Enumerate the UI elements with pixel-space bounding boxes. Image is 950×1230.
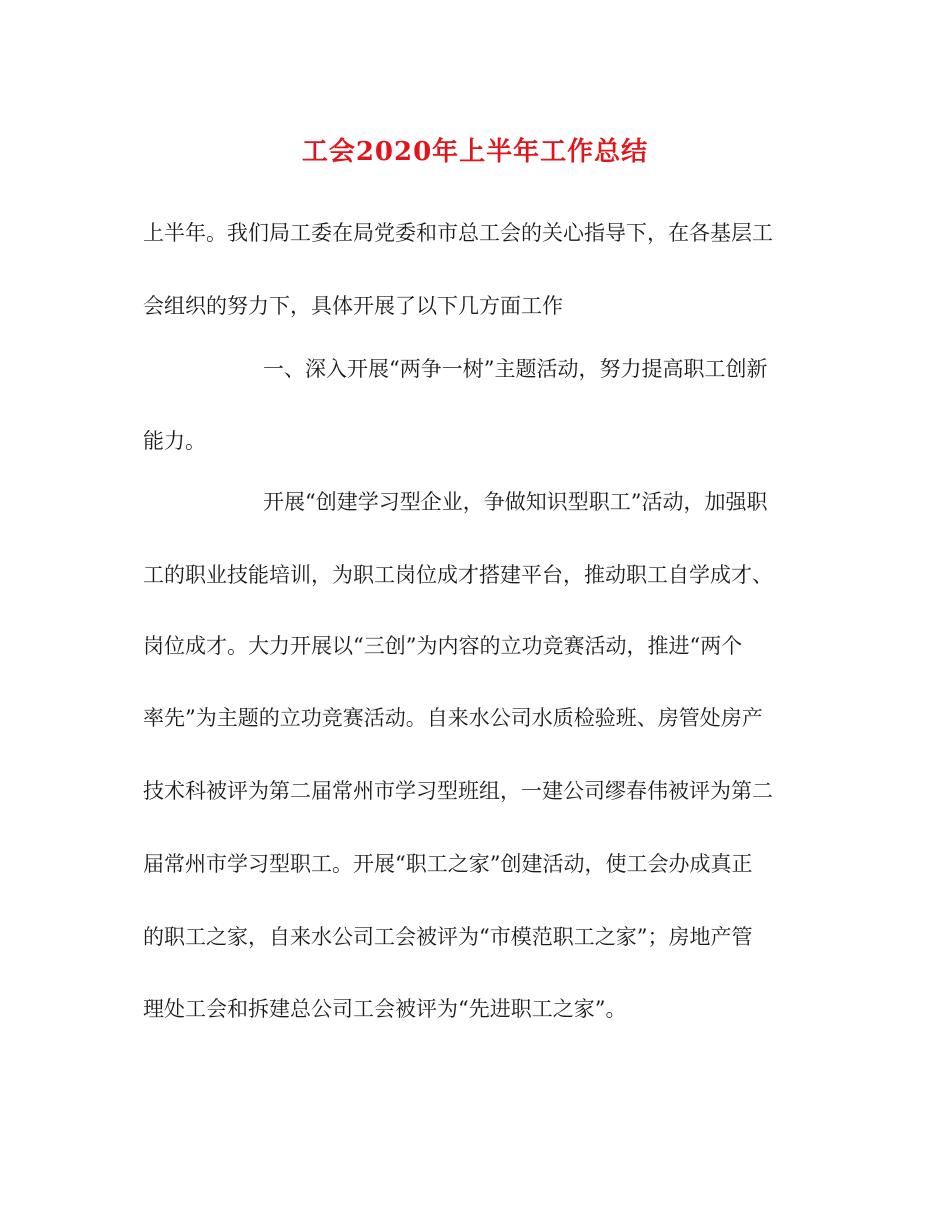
paragraph-line: 工的职业技能培训，为职工岗位成才搭建平台，推动职工自学成才、 [143, 563, 773, 587]
paragraph-line: 开展“创建学习型企业，争做知识型职工”活动，加强职 [263, 490, 768, 514]
paragraph-line: 会组织的努力下，具体开展了以下几方面工作 [143, 294, 563, 318]
paragraph-line: 率先”为主题的立功竞赛活动。自来水公司水质检验班、房管处房产 [143, 706, 763, 730]
paragraph-line: 理处工会和拆建总公司工会被评为“先进职工之家”。 [143, 997, 627, 1021]
section-heading-line: 能力。 [143, 429, 206, 453]
paragraph-line: 的职工之家，自来水公司工会被评为“市模范职工之家”；房地产管 [143, 925, 753, 949]
section-heading-line: 一、深入开展“两争一树”主题活动，努力提高职工创新 [263, 357, 768, 381]
document-title: 工会2020年上半年工作总结 [301, 137, 649, 167]
paragraph-line: 岗位成才。大力开展以“三创”为内容的立功竞赛活动，推进“两个 [143, 634, 743, 658]
paragraph-line: 上半年。我们局工委在局党委和市总工会的关心指导下，在各基层工 [143, 221, 773, 245]
paragraph-line: 届常州市学习型职工。开展“职工之家”创建活动，使工会办成真正 [143, 852, 753, 876]
paragraph-line: 技术科被评为第二届常州市学习型班组，一建公司缪春伟被评为第二 [143, 779, 773, 803]
